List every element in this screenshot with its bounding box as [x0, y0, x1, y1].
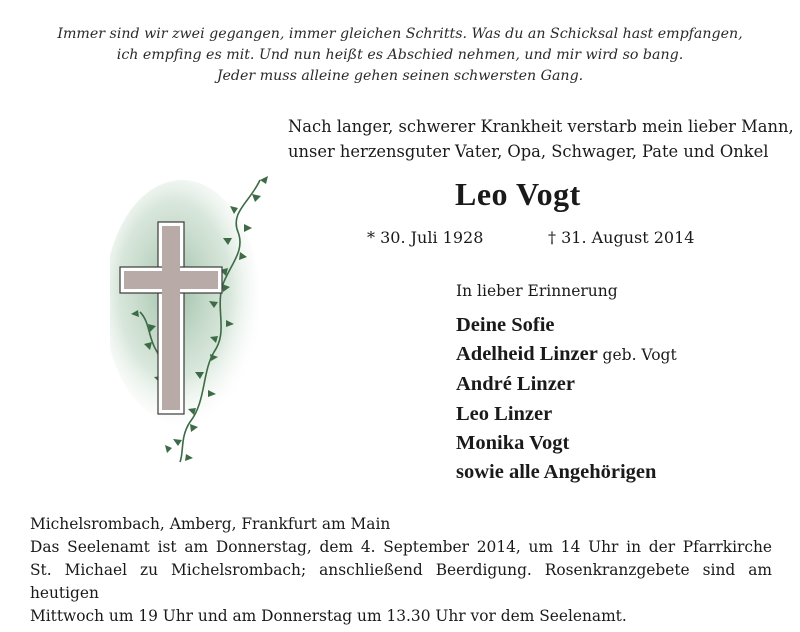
places-line: Michelsrombach, Amberg, Frankfurt am Main [30, 515, 391, 533]
death-date: † 31. August 2014 [548, 228, 695, 247]
family-member [456, 458, 677, 487]
service-info [30, 513, 772, 628]
death-announcement [288, 114, 794, 164]
poem [20, 24, 780, 87]
intro-line: unser herzensguter Vater, Opa, Schwager, Pate und Onkel [288, 142, 769, 161]
family-member [456, 429, 677, 458]
service-line: Mittwoch um 19 Uhr und am Donnerstag um 13.30 Uhr vor dem Seelenamt. [30, 607, 627, 625]
family-member-name: Deine Sofie [456, 314, 555, 336]
family-member [456, 400, 677, 429]
family-member [456, 311, 677, 340]
family-member-name: Adelheid Linzer [456, 343, 598, 366]
memory-label: In lieber Erinnerung [456, 282, 618, 300]
family-member-name: Monika Vogt [456, 431, 570, 454]
cross-with-ivy-icon [110, 172, 280, 472]
family-list [456, 311, 677, 487]
intro-line: Nach langer, schwerer Krankheit verstarb mein lieber Mann, [288, 117, 794, 136]
poem-line: ich empfing es mit. Und nun heißt es Abschied nehmen, und mir wird so bang. [116, 47, 684, 63]
deceased-name: Leo Vogt [455, 176, 581, 212]
family-member-note: geb. Vogt [602, 346, 677, 365]
family-member-name: André Linzer [456, 373, 575, 396]
service-line: St. Michael zu Michelsrombach; anschließend Beerdigung. Rosenkranzgebete sind am heutigen [30, 561, 772, 602]
poem-line: Immer sind wir zwei gegangen, immer gleichen Schritts. Was du an Schicksal hast empfangen, [57, 26, 743, 42]
family-member-name: sowie alle Angehörigen [456, 461, 657, 484]
service-line: Das Seelenamt ist am Donnerstag, dem 4. September 2014, um 14 Uhr in der Pfarrkirche [30, 538, 772, 556]
poem-line: Jeder muss alleine gehen seinen schwersten Gang. [216, 68, 584, 84]
family-member [456, 340, 677, 370]
family-member-name: Leo Linzer [456, 402, 553, 425]
family-member [456, 370, 677, 399]
birth-date: * 30. Juli 1928 [367, 228, 484, 247]
